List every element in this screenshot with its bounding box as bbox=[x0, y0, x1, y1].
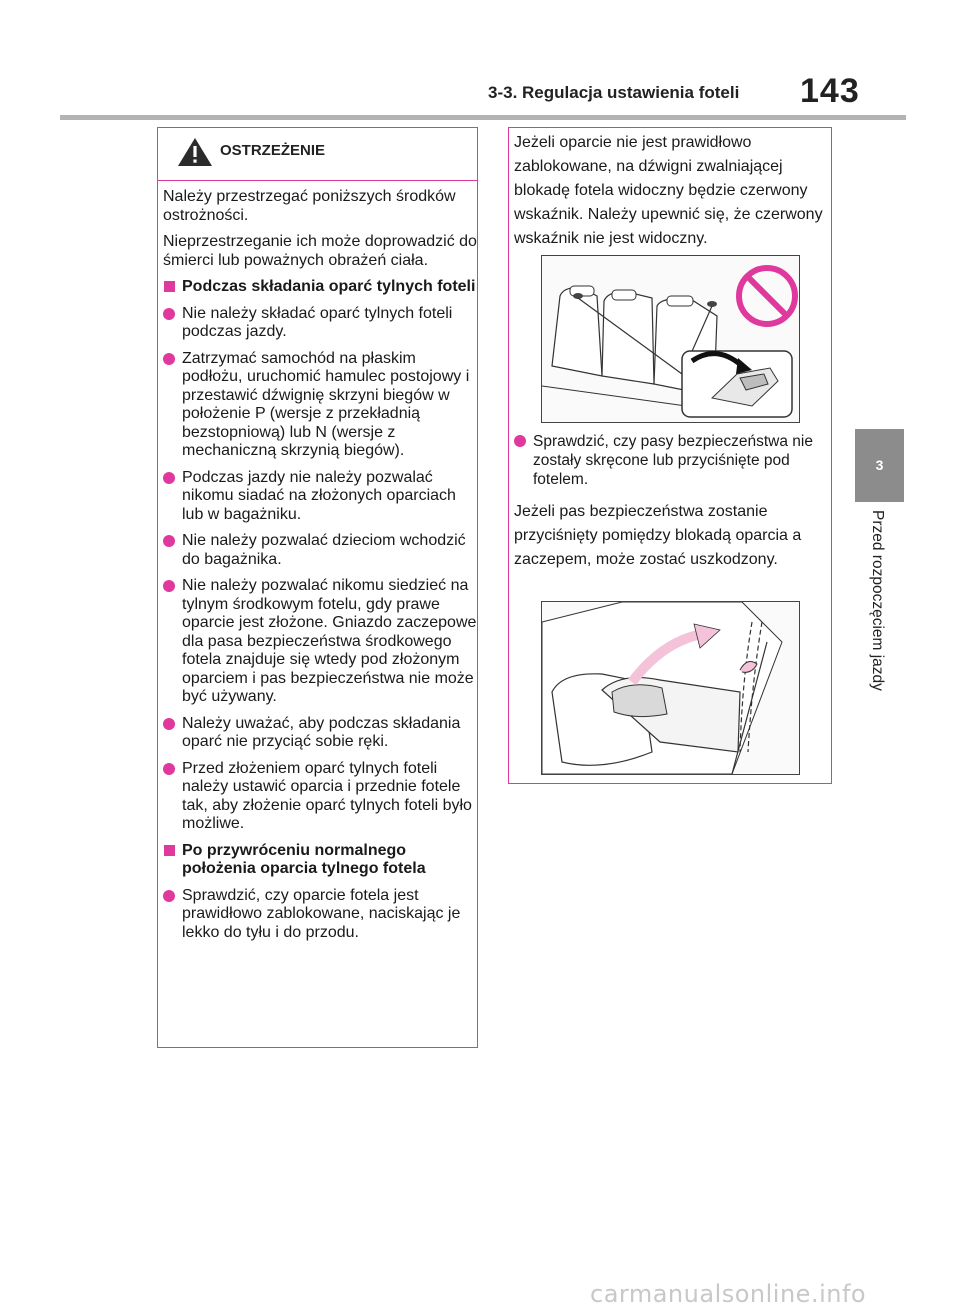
list-item: Sprawdzić, czy oparcie fotela jest prawidłowo zablokowane, naciskając je lekko do tyłu i do przodu. bbox=[163, 887, 477, 943]
warning-intro: Należy przestrzegać poniższych środków ostrożności. bbox=[163, 188, 456, 224]
list-item: Nie należy pozwalać nikomu siedzieć na tylnym środkowym fotelu, gdy prawe oparcie jest złożone. Gniazdo zaczepowe dla pasa bezpieczeństwa środkowego fotela znajduje się wtedy pod złożonym oparciem i pas bezpieczeństwa nie może być używany. bbox=[163, 577, 477, 707]
header-rule bbox=[60, 115, 906, 120]
square-bullet-icon bbox=[164, 845, 175, 856]
seat-belt-illustration bbox=[541, 601, 800, 775]
seat-belt-svg bbox=[542, 602, 799, 774]
list-item: Zatrzymać samochód na płaskim podłożu, uruchomić hamulec postojowy i przestawić dźwignię skrzyni biegów w położenie P (wersje z przekładnią bezstopniową) lub N (wersje z mechaniczną skrzynią biegów). bbox=[163, 350, 477, 461]
section-title: 3-3. Regulacja ustawienia foteli bbox=[488, 83, 740, 102]
section-heading-restoring: Po przywróceniu normalnego położenia oparcia tylnego fotela bbox=[163, 842, 477, 879]
info-paragraph-1: Jeżeli oparcie nie jest prawidłowo zablokowane, na dźwigni zwalniającej blokadę fotela widoczny będzie czerwony wskaźnik. Należy upewnić się, że czerwony wskaźnik nie jest widoczny. bbox=[514, 134, 823, 247]
chapter-tab bbox=[855, 429, 904, 502]
list-item: Należy uważać, aby podczas składania oparć nie przyciąć sobie ręki. bbox=[163, 715, 477, 752]
list-item: Przed złożeniem oparć tylnych foteli należy ustawić oparcia i przednie fotele tak, aby złożenie oparć tylnych foteli było możliwe. bbox=[163, 760, 477, 834]
info-bullet-wrap bbox=[514, 432, 830, 497]
warning-intro-2: Nieprzestrzeganie ich może doprowadzić do śmierci lub poważnych obrażeń ciała. bbox=[163, 233, 477, 269]
warning-title: OSTRZEŻENIE bbox=[220, 142, 326, 159]
info-paragraph-2: Jeżeli pas bezpieczeństwa zostanie przyciśnięty pomiędzy blokadą oparcia a zaczepem, może zostać uszkodzony. bbox=[514, 503, 802, 568]
list-item: Sprawdzić, czy pasy bezpieczeństwa nie zostały skręcone lub przyciśnięte pod fotelem. bbox=[514, 432, 830, 489]
list-item: Nie należy pozwalać dzieciom wchodzić do bagażnika. bbox=[163, 532, 477, 569]
bullet-icon bbox=[163, 580, 175, 592]
list-item: Podczas jazdy nie należy pozwalać nikomu siadać na złożonych oparciach lub w bagażniku. bbox=[163, 469, 477, 525]
square-bullet-icon bbox=[164, 281, 175, 292]
chapter-number: 3 bbox=[875, 457, 884, 473]
footer-watermark: carmanualsonline.info bbox=[590, 1280, 867, 1308]
seat-lock-indicator-illustration bbox=[541, 255, 800, 423]
info-paragraph-2-wrap bbox=[514, 500, 830, 580]
bullet-icon bbox=[163, 763, 175, 775]
info-body bbox=[514, 131, 830, 259]
seat-lock-illustration bbox=[542, 256, 799, 422]
warning-triangle-icon bbox=[177, 137, 213, 167]
bullet-icon bbox=[163, 718, 175, 730]
bullet-icon bbox=[163, 472, 175, 484]
bullet-icon bbox=[163, 308, 175, 320]
page-number: 143 bbox=[800, 72, 860, 110]
info-box bbox=[508, 127, 832, 784]
bullet-icon bbox=[163, 890, 175, 902]
list-item: Nie należy składać oparć tylnych foteli podczas jazdy. bbox=[163, 305, 477, 342]
warning-header bbox=[158, 128, 477, 181]
bullet-icon bbox=[163, 535, 175, 547]
bullet-icon bbox=[163, 353, 175, 365]
warning-body bbox=[163, 188, 477, 950]
bullet-icon bbox=[514, 435, 526, 447]
chapter-label: Przed rozpoczęciem jazdy bbox=[869, 510, 886, 691]
warning-box bbox=[157, 127, 478, 1048]
section-heading-folding: Podczas składania oparć tylnych foteli bbox=[163, 278, 477, 297]
